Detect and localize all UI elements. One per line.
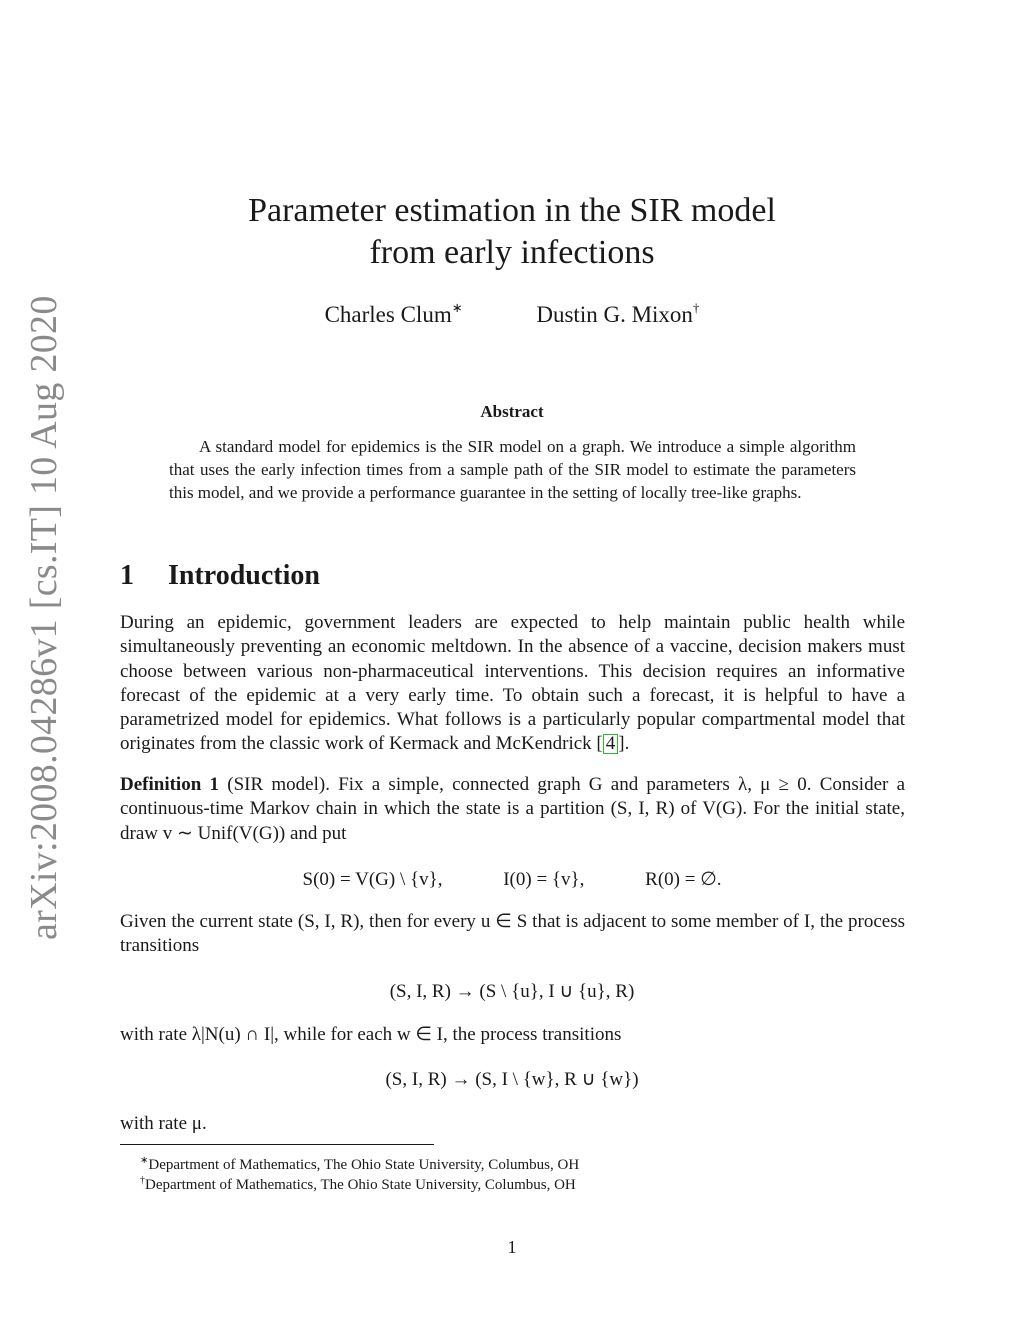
eq-susceptible: S(0) = V(G) \ {v}, — [302, 869, 443, 890]
abstract-text: A standard model for epidemics is the SIR model on a graph. We introduce a simple algorithm that uses the early infection times from a sample path of the SIR model to estimate the parameters this model, and we provide a performance guarantee in the setting of locally tree-like graphs. — [169, 437, 856, 502]
definition-text: Fix a simple, connected graph G and parameters λ, μ ≥ 0. Consider a continuous-time Markov chain in which the state is a partition (S, I, R) of V(G). For the initial state, draw v ∼ Unif(V(G)) and put — [120, 774, 906, 844]
footnote-mark: † — [140, 1175, 145, 1186]
footnote-divider — [120, 1144, 434, 1145]
infection-transition-equation: (S, I, R) → (S \ {u}, I ∪ {u}, R) — [389, 981, 635, 1002]
intro-text: During an epidemic, government leaders are expected to help maintain public health while simultaneously preventing an economic meltdown. In the absence of a vaccine, decision makers must choose between various non-pharmaceutical interventions. This decision requires an informative forecast of the epidemic at a very early time. To obtain such a forecast, it is helpful to have a parametrized model for epidemics. What follows is a particularly popular compartmental model that originates from the classic work of Kermack and McKendrick — [120, 612, 905, 755]
title-line-1: Parameter estimation in the SIR model — [248, 192, 776, 229]
footnote-text: Department of Mathematics, The Ohio State University, Columbus, OH — [148, 1157, 580, 1173]
section-number: 1 — [120, 560, 134, 591]
author-1 — [325, 300, 463, 328]
section-title: Introduction — [168, 560, 320, 591]
definition-label: Definition 1 — [120, 774, 220, 795]
title-line-2: from early infections — [369, 234, 655, 271]
footnote-text: Department of Mathematics, The Ohio State University, Columbus, OH — [145, 1177, 576, 1193]
section-heading — [120, 560, 320, 592]
author-2 — [536, 300, 699, 328]
author-footnote-mark[interactable]: † — [692, 300, 700, 315]
arxiv-stamp: arXiv:2008.04286v1 [cs.IT] 10 Aug 2020 — [23, 295, 65, 940]
recovery-transition-equation: (S, I, R) → (S, I \ {w}, R ∪ {w}) — [385, 1069, 639, 1090]
abstract-heading: Abstract — [480, 402, 544, 421]
author-footnote-mark[interactable]: ∗ — [451, 300, 463, 315]
rate-paragraph-2: with rate μ. — [120, 1113, 207, 1134]
initial-state-equation — [0, 868, 1024, 891]
intro-paragraph: During an epidemic, government leaders are expected to help maintain public health while simultaneously preventing an economic meltdown. In the absence of a vaccine, decision makers must choose between various non-pharmaceutical interventions. This decision requires an informative forecast of the epidemic at a very early time. To obtain such a forecast, it is helpful to have a parametrized model for epidemics. What follows is a particularly popular compartmental model that originates from the classic work of Kermack and McKendrick [ 4 ]. — [120, 612, 905, 755]
rate-paragraph-1: with rate λ|N(u) ∩ I|, while for each w ∈ I, the process transitions — [120, 1024, 622, 1045]
intro-end: . — [624, 733, 630, 755]
author-list — [0, 300, 1024, 328]
footnote-2 — [140, 1171, 576, 1195]
paper-title — [0, 190, 1024, 274]
footnote-mark: ∗ — [140, 1155, 149, 1166]
eq-recovered: R(0) = ∅. — [645, 869, 722, 890]
transition-paragraph: Given the current state (S, I, R), then for every u ∈ S that is adjacent to some member of I, the process transitions — [120, 911, 905, 957]
eq-infected: I(0) = {v}, — [503, 869, 585, 890]
author-name: Dustin G. Mixon — [536, 302, 693, 327]
page-number: 1 — [507, 1237, 517, 1257]
citation-link[interactable]: 4 — [603, 734, 619, 754]
definition-name: (SIR model). — [227, 774, 330, 795]
definition-block — [120, 773, 905, 846]
author-name: Charles Clum — [324, 302, 452, 327]
